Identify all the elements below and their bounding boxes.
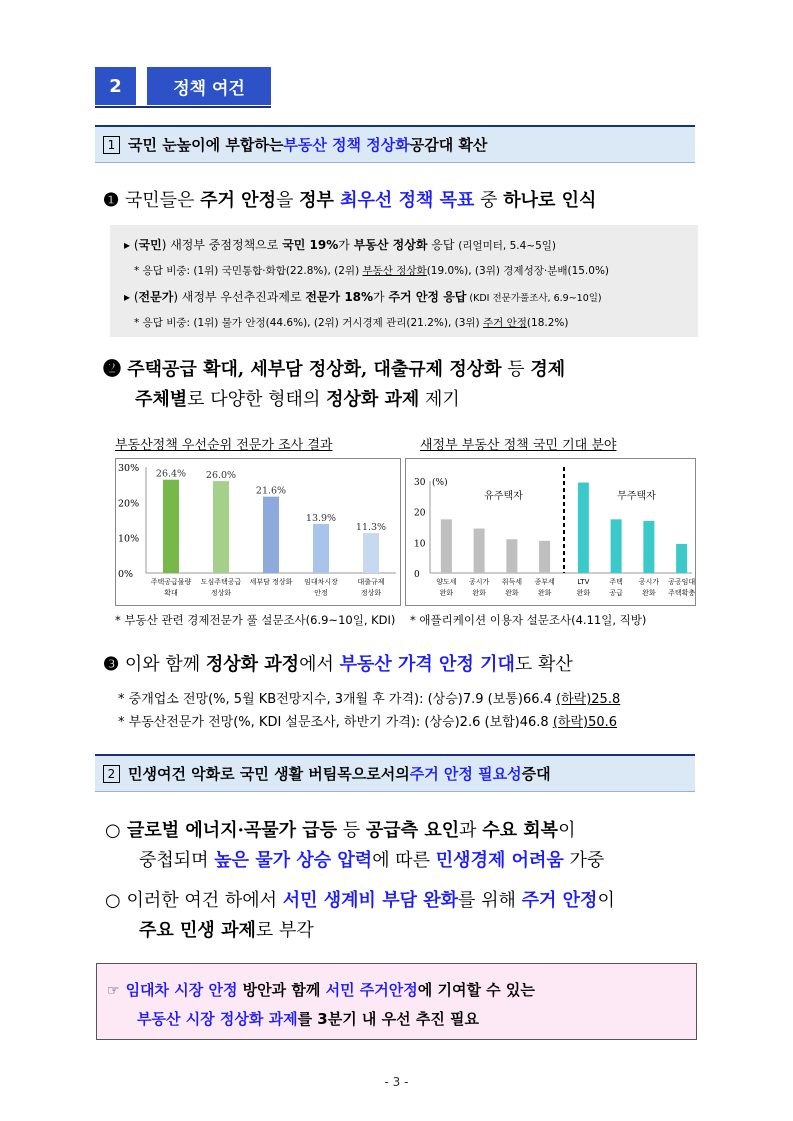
page-number: - 3 - — [384, 1075, 409, 1089]
x-tick-label: 완화 — [439, 589, 454, 597]
note-text: * 부동산전문가 전망(%, KDI 설문조사, 하반기 가격): (상승)2.6 (보합)46.8 — [118, 715, 553, 730]
callout-text: 에 기여할 수 있는 — [417, 981, 535, 999]
row-text: ( — [130, 290, 139, 304]
item-3 — [103, 650, 573, 680]
x-tick-label: 정상화 — [360, 589, 382, 597]
x-tick-label: 확대 — [164, 589, 178, 597]
bar — [474, 529, 485, 573]
row-text: (18.2%) — [526, 317, 569, 329]
x-tick-label: 공공임대 — [668, 578, 696, 586]
bullet-text: 주거 안정 — [521, 890, 598, 911]
x-tick-label: LTV — [577, 578, 590, 586]
item-3-text: 정상화 과정 — [205, 654, 300, 675]
y-tick-label: 0 — [414, 570, 420, 580]
data-label: 26.4% — [155, 468, 187, 480]
note-text: * 중개업소 전망(%, 5월 KB전망지수, 3개월 후 가격): (상승)7.9 (보통)66.4 — [118, 692, 557, 707]
bullet-text: 높은 물가 상승 압력 — [214, 850, 373, 871]
x-tick-label: 종부세 — [534, 578, 555, 586]
subsection-2-number: 2 — [103, 765, 120, 783]
item-2-text: 로 다양한 형태의 — [187, 389, 327, 410]
bar — [611, 519, 622, 573]
row-text: 전문가 — [138, 290, 174, 304]
bar — [539, 541, 550, 573]
x-tick-label: 공시가 — [638, 578, 660, 586]
y-tick-label: 20 — [414, 508, 426, 519]
section-number: 2 — [95, 67, 136, 105]
subsection-1-bar — [95, 125, 695, 163]
subsection-2-title-pre: 민생여건 악화로 국민 생활 버팀목으로서의 — [128, 765, 410, 783]
subsection-1-title-highlight: 부동산 정책 정상화 — [283, 136, 410, 154]
bar — [506, 539, 517, 573]
item-2 — [103, 355, 703, 415]
pointing-hand-icon: ☞ — [107, 983, 120, 999]
x-tick-label: 완화 — [537, 589, 552, 597]
item-2-text: 주택공급 확대, 세부담 정상화, 대출규제 정상화 — [121, 359, 502, 380]
summary-row-public — [124, 232, 698, 258]
data-label: 21.6% — [255, 485, 287, 497]
x-tick-label: 도심주택공급 — [200, 578, 242, 586]
bullet-text: 주요 민생 과제 — [139, 920, 256, 941]
row-text: ) 새정부 중점정책으로 — [161, 238, 283, 252]
expert-priority-chart — [115, 458, 401, 606]
bar — [676, 544, 687, 573]
item-2-marker: ❷ — [103, 359, 121, 380]
section-title: 정책 여건 — [147, 67, 271, 105]
x-tick-label: 완화 — [472, 589, 486, 597]
callout-text: 방안과 함께 — [237, 981, 326, 999]
chart-1-title: 부동산정책 우선순위 전문가 조사 결과 — [115, 438, 333, 453]
subsection-1-title-pre: 국민 눈높이에 부합하는 — [128, 136, 284, 154]
chart-2-title: 새정부 부동산 정책 국민 기대 분야 — [420, 438, 617, 453]
item-1-text: 중 — [474, 190, 504, 211]
bullet-text: 등 — [337, 820, 366, 841]
x-tick-label: 주택 — [609, 578, 623, 586]
x-tick-label: 공급 — [609, 589, 623, 597]
x-tick-label: 안정 — [314, 589, 328, 597]
group-label: 유주택자 — [484, 491, 523, 502]
data-label: 26.0% — [205, 470, 237, 482]
row-source: (리얼미터, 5.4~5일) — [458, 240, 557, 252]
item-2-text: 주체별 — [135, 389, 188, 410]
bar — [643, 521, 654, 573]
row-text: (19.0%), (3위) 경제성장·분배(15.0%) — [426, 265, 610, 277]
y-tick-label: 30 — [414, 478, 426, 488]
subsection-2-title-post: 증대 — [521, 765, 551, 783]
x-tick-label: 양도세 — [436, 578, 457, 586]
data-label: 11.3% — [355, 522, 387, 534]
bullet-text: 공급측 요인 — [365, 820, 460, 841]
x-tick-label: 완화 — [576, 589, 591, 597]
bullet-text: 이 — [597, 890, 615, 911]
chart-1-source-note: * 부동산 관련 경제전문가 풀 설문조사(6.9~10일, KDI) — [115, 613, 396, 627]
x-tick-label: 대출규제 — [357, 578, 385, 586]
x-tick-label: 완화 — [642, 589, 656, 597]
item-1-text: 정부 — [299, 190, 341, 211]
bullet-text: 글로벌 에너지·곡물가 급등 — [120, 820, 338, 841]
item-1-text: 하나로 인식 — [503, 190, 597, 211]
note-text: (하락)50.6 — [552, 715, 618, 730]
bullet-text: 수요 회복 — [482, 820, 559, 841]
item-1-text: 을 — [275, 190, 300, 211]
y-tick-label: 30% — [118, 463, 140, 474]
bullet-text: 를 위해 — [458, 890, 522, 911]
expert-forecast-note — [118, 711, 620, 734]
row-text: 응답 — [427, 238, 459, 252]
row-text: ( — [130, 238, 139, 252]
unit-label: (%) — [432, 478, 448, 488]
public-expectation-chart — [405, 458, 696, 606]
bullet-text: 과 — [459, 820, 483, 841]
chart-2-source-note: * 애플리케이션 이용자 설문조사(4.11일, 직방) — [410, 613, 647, 627]
bullet-icon: ▸ — [124, 238, 131, 252]
x-tick-label: 세부담 정상화 — [249, 578, 293, 586]
bar — [578, 483, 589, 573]
item-2-text: 제기 — [419, 389, 460, 410]
bar — [363, 533, 379, 573]
summary-row-public-detail — [124, 258, 698, 284]
callout-text: 서민 주거안정 — [325, 981, 418, 999]
row-text: 가 — [338, 238, 354, 252]
bar — [441, 519, 452, 573]
conclusion-callout — [96, 963, 697, 1040]
item-2-text: 경제 — [530, 359, 566, 380]
item-3-text: 도 확산 — [514, 654, 573, 675]
x-tick-label: 임대차시장 — [304, 578, 338, 586]
y-tick-label: 10% — [118, 533, 140, 545]
x-tick-label: 공시가 — [468, 578, 490, 586]
item-1-text: 국민들은 — [119, 190, 201, 211]
item-3-text: 이와 함께 — [119, 654, 206, 675]
subsection-1-title-post: 공감대 확산 — [409, 136, 488, 154]
row-source: (KDI 전문가풀조사, 6.9~10일) — [466, 293, 602, 304]
note-text: (하락)25.8 — [556, 692, 621, 707]
survey-summary-box — [110, 225, 698, 337]
bullet-1 — [105, 816, 604, 876]
bullet-2 — [105, 886, 615, 946]
item-1-marker: ❶ — [103, 190, 120, 211]
bullet-icon: ▸ — [124, 290, 131, 304]
row-text: 가 — [373, 290, 389, 304]
bar — [263, 497, 279, 573]
item-3-marker: ❸ — [103, 654, 120, 675]
item-1-text: 최우선 정책 목표 — [340, 190, 475, 211]
summary-row-expert-detail — [124, 310, 698, 336]
subsection-2-title-highlight: 주거 안정 필요성 — [409, 765, 522, 783]
bar — [213, 481, 229, 573]
bullet-text: 이 — [558, 820, 576, 841]
x-tick-label: 취득세 — [501, 578, 523, 586]
item-2-text: 등 — [501, 359, 531, 380]
callout-text: 를 3분기 내 우선 추진 필요 — [297, 1010, 480, 1028]
bar — [313, 524, 329, 573]
row-text: * 응답 비중: (1위) 물가 안정(44.6%), (2위) 거시경제 관리(21.2%), (3위) — [134, 317, 483, 329]
y-tick-label: 10 — [414, 539, 426, 550]
callout-text: 임대차 시장 안정 — [125, 981, 238, 999]
bar — [163, 480, 179, 573]
bullet-text: 로 부각 — [255, 920, 314, 941]
x-tick-label: 정상화 — [210, 589, 232, 597]
subsection-1-number: 1 — [103, 136, 120, 154]
callout-text: 부동산 시장 정상화 과제 — [137, 1010, 298, 1028]
row-text: 주거 안정 — [483, 317, 527, 329]
row-text: ) 새정부 우선추진과제로 — [173, 290, 306, 304]
bullet-text: 중첩되며 — [139, 850, 215, 871]
row-text: 부동산 정상화 — [353, 238, 428, 252]
row-text: 국민 — [138, 238, 162, 252]
group-label: 무주택자 — [617, 491, 656, 502]
row-text: 부동산 정상화 — [362, 265, 427, 277]
x-tick-label: 완화 — [505, 589, 519, 597]
subsection-2-bar — [95, 754, 695, 792]
summary-row-expert — [124, 284, 698, 310]
item-2-text: 정상화 과제 — [326, 389, 420, 410]
y-tick-label: 0% — [118, 569, 134, 580]
bullet-icon: ○ — [105, 890, 121, 911]
row-text: 주거 안정 응답 — [388, 290, 467, 304]
item-3-text: 부동산 가격 안정 기대 — [339, 654, 515, 675]
y-tick-label: 20% — [118, 498, 140, 510]
x-tick-label: 주택확충 — [668, 589, 696, 597]
bullet-text: 이러한 여건 하에서 — [120, 890, 283, 911]
bullet-text: 서민 생계비 부담 완화 — [282, 890, 459, 911]
data-label: 13.9% — [305, 512, 337, 524]
bullet-text: 가중 — [563, 850, 605, 871]
section-rule — [95, 106, 271, 108]
bullet-text: 민생경제 어려움 — [435, 850, 564, 871]
item-3-notes — [118, 688, 620, 734]
item-1-text: 주거 안정 — [200, 190, 276, 211]
row-text: 국민 19% — [282, 238, 339, 252]
broker-forecast-note — [118, 688, 620, 711]
x-tick-label: 주택공급물량 — [150, 578, 192, 586]
bullet-icon: ○ — [105, 820, 121, 841]
bullet-text: 에 따른 — [372, 850, 436, 871]
item-3-text: 에서 — [299, 654, 340, 675]
row-text: 전문가 18% — [305, 290, 374, 304]
item-1 — [103, 186, 596, 216]
row-text: * 응답 비중: (1위) 국민통합·화합(22.8%), (2위) — [134, 265, 363, 277]
